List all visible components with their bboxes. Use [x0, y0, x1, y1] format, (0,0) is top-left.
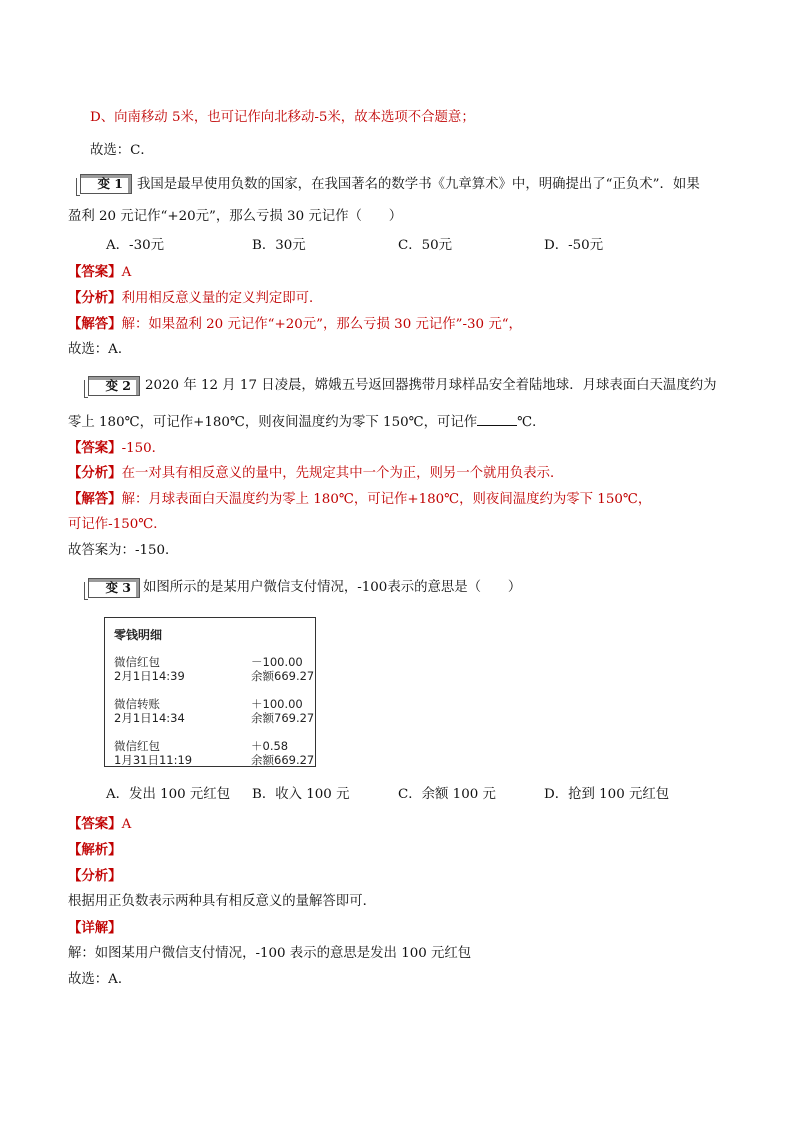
q3-detail-text: 解：如图某用户微信支付情况，-100 表示的意思是发出 100 元红包: [68, 946, 472, 961]
q1-stem-line-2: 盈利 20 元记作“+20元”，那么亏损 30 元记作（ ）: [68, 209, 403, 224]
answer-blank[interactable]: [477, 411, 517, 426]
q2-stem-line-2: 零上 180℃，可记作+180℃，则夜间温度约为零下 150℃，可记作 ℃．: [68, 411, 546, 433]
q3-option-b: B．收入 100 元: [252, 787, 350, 802]
q3-detail-heading: 【详解】: [68, 920, 122, 936]
q3-option-d: D．抢到 100 元红包: [544, 787, 670, 802]
conclusion-line: 故选：C．: [90, 143, 154, 158]
variant-badge-3: 变 3: [88, 578, 140, 598]
wechat-row-name: 微信红包: [114, 655, 160, 669]
q1-option-c: C．50元: [398, 238, 453, 253]
wechat-row-amount: ＋100.00: [251, 697, 303, 711]
q1-option-a: A．-30元: [106, 238, 165, 253]
wechat-wallet-screenshot: [104, 617, 316, 767]
q3-analysis-heading: 【分析】: [68, 868, 122, 884]
wechat-row-time: 1月31日11:19: [114, 753, 193, 767]
q2-conclusion: 故答案为：-150．: [68, 543, 179, 558]
q1-option-b: B．30元: [252, 238, 306, 253]
q3-answer: 【答案】A: [68, 816, 132, 832]
q3-option-a: A．发出 100 元红包: [106, 787, 231, 802]
wechat-row-balance: 余额669.27: [251, 753, 315, 767]
wechat-row-time: 2月1日14:34: [114, 711, 185, 725]
variant-badge-2: 变 2: [88, 376, 140, 396]
q2-stem-line-1: 2020 年 12 月 17 日凌晨，嫦娥五号返回器携带月球样品安全着陆地球．月球表面白天温度约为: [145, 378, 717, 393]
q1-analysis: 【分析】利用相反意义量的定义判定即可．: [68, 290, 323, 306]
wechat-row-name: 微信红包: [114, 739, 160, 753]
q2-answer: 【答案】-150．: [68, 440, 166, 456]
q3-analysis-text: 根据用正负数表示两种具有相反意义的量解答即可．: [68, 894, 376, 909]
q3-stem: 如图所示的是某用户微信支付情况，-100表示的意思是（ ）: [143, 580, 522, 595]
wechat-title: 零钱明细: [114, 628, 163, 642]
q1-answer: 【答案】A: [68, 264, 132, 280]
q1-solution: 【解答】解：如果盈利 20 元记作“+20元”，那么亏损 30 元记作”-30 元“，: [68, 316, 522, 332]
q2-solution-line-1: 【解答】解：月球表面白天温度约为零上 180℃，可记作+180℃，则夜间温度约为零下 150℃，: [68, 491, 652, 507]
q1-option-d: D．-50元: [544, 238, 604, 253]
q3-jiexi-heading: 【解析】: [68, 842, 122, 858]
q2-solution-line-2: 可记作-150℃．: [68, 517, 167, 532]
wechat-row-balance: 余额669.27: [251, 669, 315, 683]
q3-conclusion: 故选：A．: [68, 972, 132, 987]
wechat-row-name: 微信转账: [114, 697, 160, 711]
q2-analysis: 【分析】在一对具有相反意义的量中，先规定其中一个为正，则另一个就用负表示．: [68, 465, 564, 481]
q1-stem-line-1: 我国是最早使用负数的国家，在我国著名的数学书《九章算术》中，明确提出了“正负术”．如果: [137, 177, 700, 192]
q3-option-c: C．余额 100 元: [398, 787, 496, 802]
wechat-row-time: 2月1日14:39: [114, 669, 185, 683]
option-d-explanation: D、向南移动 5米，也可记作向北移动-5米，故本选项不合题意；: [90, 110, 475, 125]
wechat-row-amount: －100.00: [251, 655, 303, 669]
variant-badge-1: 变 1: [80, 174, 132, 194]
q1-conclusion: 故选：A．: [68, 342, 132, 357]
wechat-row-amount: ＋0.58: [251, 739, 289, 753]
wechat-row-balance: 余额769.27: [251, 711, 315, 725]
